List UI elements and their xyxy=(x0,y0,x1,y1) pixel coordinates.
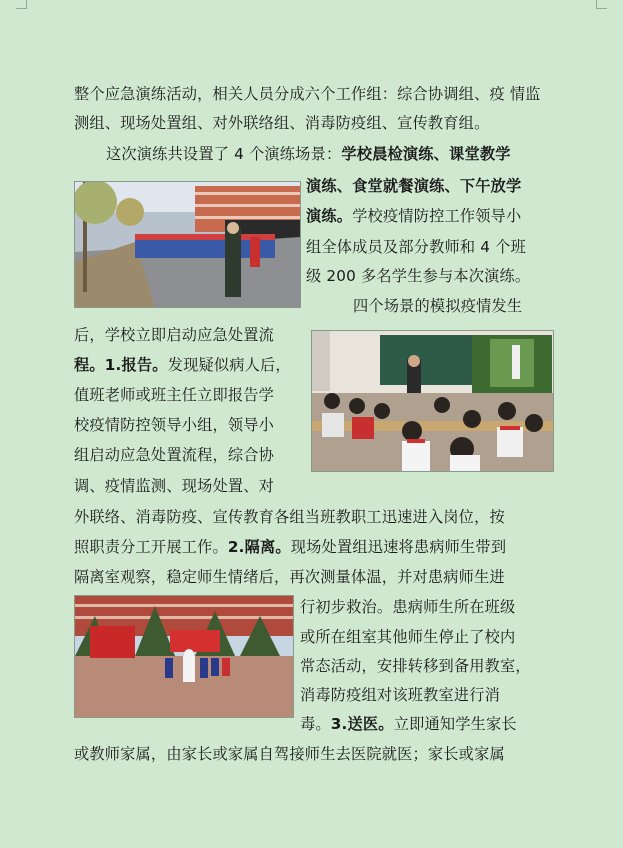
text-segment: 消毒防疫组对该班教室进行消 xyxy=(300,686,501,704)
text-line xyxy=(74,567,505,587)
text-line xyxy=(74,507,505,527)
text-line xyxy=(306,266,530,286)
text-line xyxy=(74,355,291,375)
text-line xyxy=(300,685,500,705)
page-corner-mark-left xyxy=(16,0,27,9)
page-corner-mark-right xyxy=(596,0,607,9)
photo-isolation xyxy=(74,595,294,718)
text-segment-bold: 3.送医。 xyxy=(330,715,394,733)
text-segment: 立即通知学生家长 xyxy=(393,715,517,733)
text-line xyxy=(300,656,531,676)
text-line xyxy=(306,237,526,257)
text-segment: 校疫情防控领导小组，领导小 xyxy=(74,416,275,434)
text-segment: 学校疫情防控工作领导小 xyxy=(352,207,522,225)
photo-morning-check xyxy=(74,181,301,308)
photo-icon xyxy=(75,182,300,307)
text-segment: 这次演练共设置了 4 个演练场景： xyxy=(106,145,342,163)
text-segment-bold: 2.隔离。 xyxy=(227,538,291,556)
text-line xyxy=(306,176,521,196)
text-line xyxy=(106,144,511,164)
text-segment: 四个场景的模拟疫情发生 xyxy=(353,297,523,315)
text-line xyxy=(306,206,521,226)
text-line xyxy=(353,296,522,316)
text-segment: 或所在组室其他师生停止了校内 xyxy=(300,628,516,646)
text-segment: 隔离室观察，稳定师生情绪后，再次测量体温，并对患病师生进 xyxy=(74,568,505,586)
text-segment: 或教师家属，由家长或家属自驾接师生去医院就医；家长或家属 xyxy=(74,745,505,763)
text-segment: 后，学校立即启动应急处置流 xyxy=(74,326,275,344)
text-line xyxy=(74,445,274,465)
text-segment-bold: 演练。 xyxy=(306,207,353,225)
text-line xyxy=(74,415,274,435)
text-segment: 毒。 xyxy=(300,715,331,733)
text-segment: 组启动应急处置流程，综合协 xyxy=(74,446,275,464)
text-line xyxy=(74,113,489,133)
text-segment: 整个应急演练活动，相关人员分成六个工作组：综合协调组、疫 情监 xyxy=(74,85,541,103)
text-segment: 照职责分工开展工作。 xyxy=(74,538,228,556)
text-line xyxy=(74,744,505,764)
text-line xyxy=(74,537,506,557)
text-segment: 调、疫情监测、现场处置、对 xyxy=(74,477,275,495)
photo-icon xyxy=(312,331,553,471)
text-line xyxy=(74,476,274,496)
text-segment: 值班老师或班主任立即报告学 xyxy=(74,386,275,404)
text-segment-bold: 学校晨检演练、课堂教学 xyxy=(341,145,511,163)
text-line xyxy=(74,84,541,104)
text-line xyxy=(300,714,517,734)
text-line xyxy=(74,325,274,345)
text-line xyxy=(74,385,274,405)
text-segment: 外联络、消毒防疫、宣传教育各组当班教职工迅速进入岗位，按 xyxy=(74,508,505,526)
photo-icon xyxy=(75,596,293,717)
text-segment-bold: 演练、食堂就餐演练、下午放学 xyxy=(306,177,522,195)
text-segment: 行初步救治。患病师生所在班级 xyxy=(300,598,516,616)
text-segment: 发现疑似病人后， xyxy=(167,356,291,374)
text-segment: 级 200 多名学生参与本次演练。 xyxy=(306,267,531,285)
text-segment: 测组、现场处置组、对外联络组、消毒防疫组、宣传教育组。 xyxy=(74,114,490,132)
text-line xyxy=(300,597,515,617)
text-segment: 常态活动，安排转移到备用教室， xyxy=(300,657,531,675)
photo-classroom xyxy=(311,330,554,472)
text-segment: 组全体成员及部分教师和 4 个班 xyxy=(306,238,526,256)
text-line xyxy=(300,627,515,647)
text-segment: 现场处置组迅速将患病师生带到 xyxy=(290,538,507,556)
text-segment-bold: 程。1.报告。 xyxy=(74,356,168,374)
